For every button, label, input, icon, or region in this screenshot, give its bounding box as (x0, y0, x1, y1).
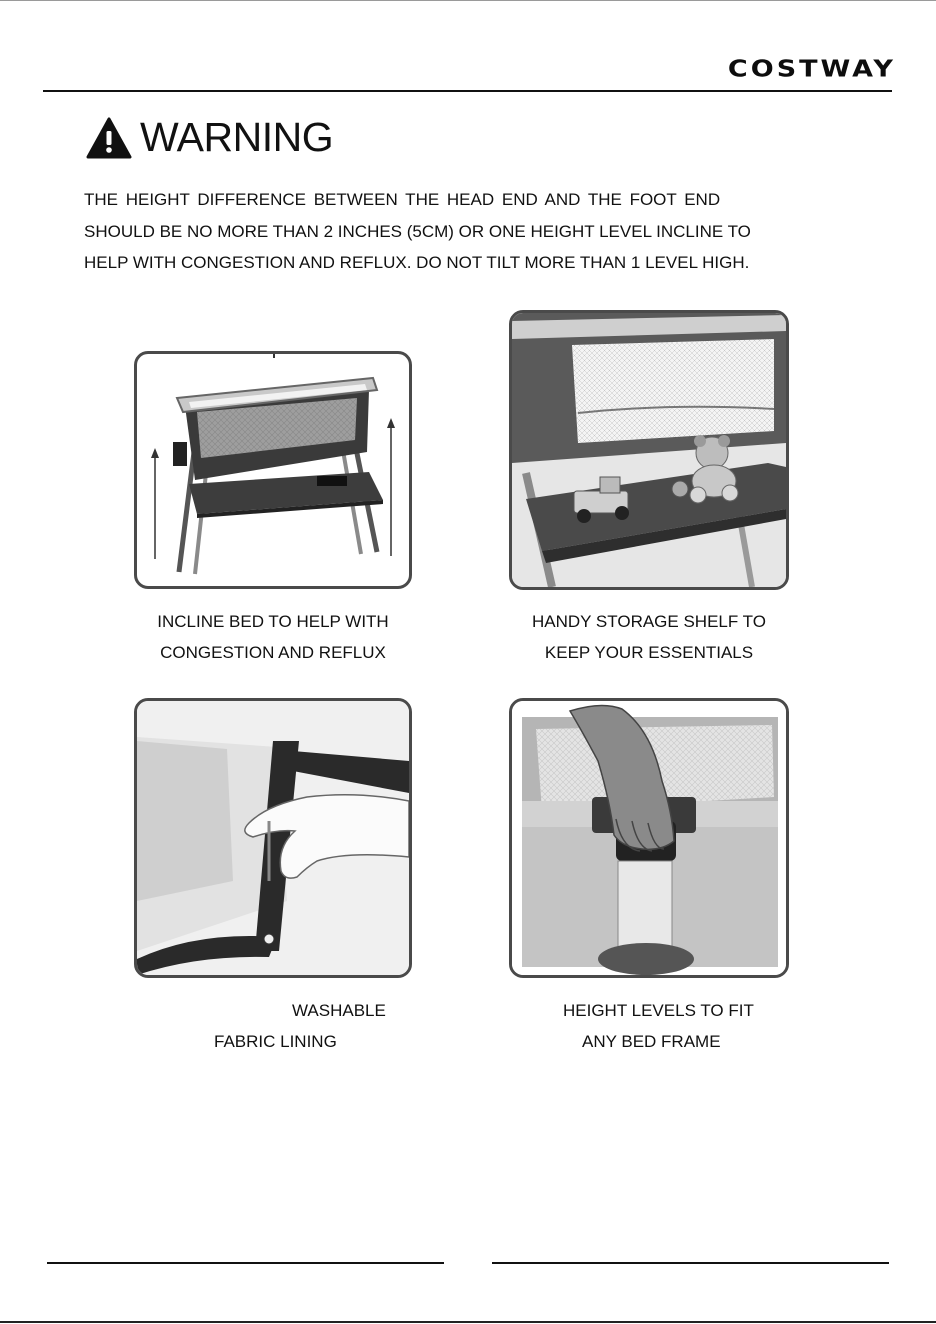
storage-shelf-image (509, 310, 789, 590)
fabric-caption-line-2: FABRIC LINING (214, 1032, 337, 1051)
warning-line-1: THE HEIGHT DIFFERENCE BETWEEN THE HEAD END AND THE FOOT END (84, 190, 721, 209)
warning-heading (86, 114, 333, 161)
warning-line-3: HELP WITH CONGESTION AND REFLUX. DO NOT TILT MORE THAN 1 LEVEL HIGH. (84, 253, 750, 272)
storage-shelf-illustration (512, 313, 786, 587)
fabric-caption-line-1: WASHABLE (292, 1001, 386, 1020)
footer-rule-right (492, 1262, 889, 1264)
footer-rule-left (47, 1262, 444, 1264)
top-border (0, 0, 936, 1)
warning-triangle-icon (86, 117, 132, 159)
height-caption-line-2: ANY BED FRAME (582, 1032, 721, 1051)
warning-text (84, 184, 804, 279)
height-caption-line-1: HEIGHT LEVELS TO FIT (563, 1001, 754, 1020)
storage-caption-line-2: KEEP YOUR ESSENTIALS (544, 643, 754, 662)
header-rule (43, 90, 892, 92)
warning-title: WARNING (140, 114, 334, 160)
height-adjust-illustration (512, 701, 786, 975)
incline-caption (134, 606, 412, 668)
storage-caption (509, 606, 789, 668)
fabric-lining-image (134, 698, 412, 978)
bassinet-incline-illustration (137, 354, 409, 586)
warning-line-2: SHOULD BE NO MORE THAN 2 INCHES (5CM) OR ONE HEIGHT LEVEL INCLINE TO (84, 221, 751, 241)
brand-logo: COSTWAY (727, 56, 896, 83)
fabric-lining-illustration (137, 701, 409, 975)
bottom-border (0, 1321, 936, 1323)
incline-caption-line-2: CONGESTION AND REFLUX (160, 643, 386, 662)
height-levels-image (509, 698, 789, 978)
storage-caption-line-1: HANDY STORAGE SHELF TO (532, 612, 766, 631)
incline-caption-line-1: INCLINE BED TO HELP WITH (157, 612, 389, 631)
incline-bed-image (134, 351, 412, 589)
